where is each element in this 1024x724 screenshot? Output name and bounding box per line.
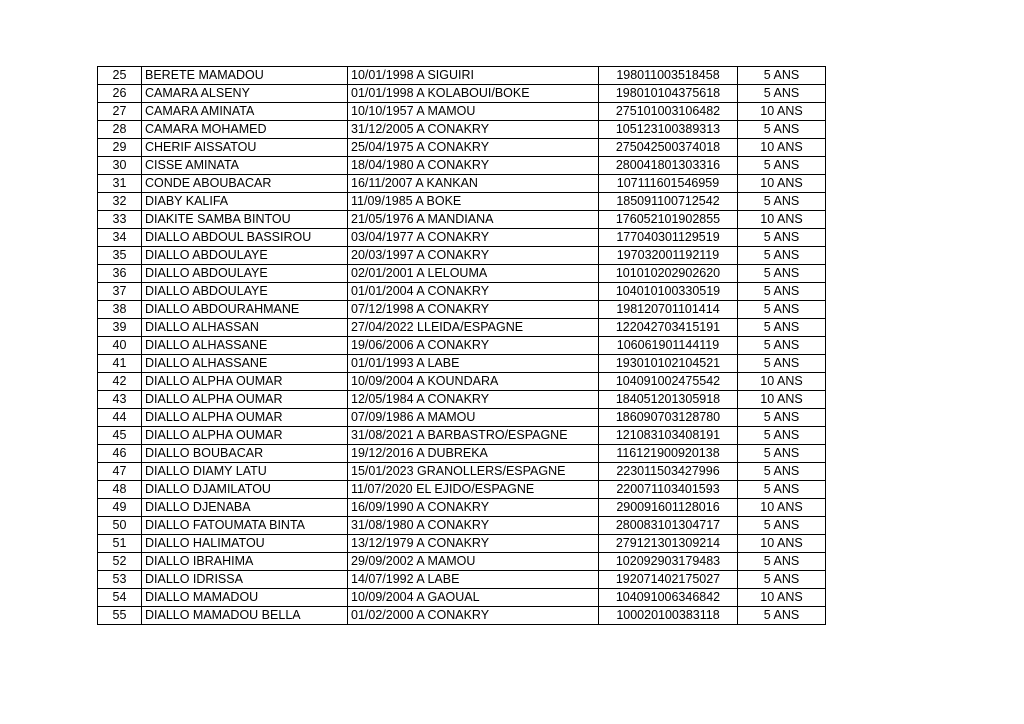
birth-date-place-cell: 20/03/1997 A CONAKRY: [348, 247, 599, 265]
row-number-cell: 49: [98, 499, 142, 517]
duration-cell: 10 ANS: [738, 391, 826, 409]
table-row: [98, 319, 826, 337]
birth-date-place-cell: 27/04/2022 LLEIDA/ESPAGNE: [348, 319, 599, 337]
duration-cell: 5 ANS: [738, 607, 826, 625]
full-name-cell: CAMARA ALSENY: [142, 85, 348, 103]
birth-date-place-cell: 19/06/2006 A CONAKRY: [348, 337, 599, 355]
table-row: [98, 499, 826, 517]
id-number-cell: 185091100712542: [599, 193, 738, 211]
full-name-cell: DIALLO ALPHA OUMAR: [142, 373, 348, 391]
duration-cell: 10 ANS: [738, 211, 826, 229]
row-number-cell: 32: [98, 193, 142, 211]
duration-cell: 10 ANS: [738, 103, 826, 121]
id-number-cell: 197032001192119: [599, 247, 738, 265]
row-number-cell: 34: [98, 229, 142, 247]
id-number-cell: 223011503427996: [599, 463, 738, 481]
row-number-cell: 54: [98, 589, 142, 607]
table-row: [98, 265, 826, 283]
birth-date-place-cell: 01/01/1998 A KOLABOUI/BOKE: [348, 85, 599, 103]
birth-date-place-cell: 10/10/1957 A MAMOU: [348, 103, 599, 121]
full-name-cell: DIALLO HALIMATOU: [142, 535, 348, 553]
id-number-cell: 198010104375618: [599, 85, 738, 103]
id-number-cell: 177040301129519: [599, 229, 738, 247]
birth-date-place-cell: 19/12/2016 A DUBREKA: [348, 445, 599, 463]
id-number-cell: 184051201305918: [599, 391, 738, 409]
duration-cell: 5 ANS: [738, 409, 826, 427]
table-row: [98, 121, 826, 139]
duration-cell: 5 ANS: [738, 517, 826, 535]
table-row: [98, 85, 826, 103]
table-row: [98, 553, 826, 571]
birth-date-place-cell: 31/12/2005 A CONAKRY: [348, 121, 599, 139]
table-row: [98, 373, 826, 391]
records-table: [97, 66, 826, 625]
id-number-cell: 186090703128780: [599, 409, 738, 427]
full-name-cell: DIALLO MAMADOU: [142, 589, 348, 607]
row-number-cell: 31: [98, 175, 142, 193]
id-number-cell: 104010100330519: [599, 283, 738, 301]
full-name-cell: CISSE AMINATA: [142, 157, 348, 175]
full-name-cell: DIALLO ALHASSANE: [142, 337, 348, 355]
id-number-cell: 106061901144119: [599, 337, 738, 355]
duration-cell: 10 ANS: [738, 175, 826, 193]
duration-cell: 5 ANS: [738, 553, 826, 571]
full-name-cell: DIABY KALIFA: [142, 193, 348, 211]
birth-date-place-cell: 18/04/1980 A CONAKRY: [348, 157, 599, 175]
full-name-cell: DIAKITE SAMBA BINTOU: [142, 211, 348, 229]
row-number-cell: 48: [98, 481, 142, 499]
row-number-cell: 29: [98, 139, 142, 157]
row-number-cell: 36: [98, 265, 142, 283]
birth-date-place-cell: 01/01/1993 A LABE: [348, 355, 599, 373]
row-number-cell: 35: [98, 247, 142, 265]
birth-date-place-cell: 10/09/2004 A KOUNDARA: [348, 373, 599, 391]
row-number-cell: 50: [98, 517, 142, 535]
table-row: [98, 409, 826, 427]
full-name-cell: DIALLO ABDOUL BASSIROU: [142, 229, 348, 247]
duration-cell: 5 ANS: [738, 193, 826, 211]
birth-date-place-cell: 21/05/1976 A MANDIANA: [348, 211, 599, 229]
id-number-cell: 100020100383118: [599, 607, 738, 625]
birth-date-place-cell: 16/11/2007 A KANKAN: [348, 175, 599, 193]
full-name-cell: DIALLO DIAMY LATU: [142, 463, 348, 481]
id-number-cell: 102092903179483: [599, 553, 738, 571]
full-name-cell: DIALLO DJAMILATOU: [142, 481, 348, 499]
duration-cell: 5 ANS: [738, 67, 826, 85]
table-row: [98, 193, 826, 211]
duration-cell: 5 ANS: [738, 481, 826, 499]
row-number-cell: 42: [98, 373, 142, 391]
table-row: [98, 517, 826, 535]
full-name-cell: DIALLO IDRISSA: [142, 571, 348, 589]
table-row: [98, 535, 826, 553]
duration-cell: 5 ANS: [738, 283, 826, 301]
table-row: [98, 607, 826, 625]
table-row: [98, 157, 826, 175]
row-number-cell: 53: [98, 571, 142, 589]
table-row: [98, 139, 826, 157]
full-name-cell: BERETE MAMADOU: [142, 67, 348, 85]
table-row: [98, 481, 826, 499]
table-row: [98, 463, 826, 481]
id-number-cell: 121083103408191: [599, 427, 738, 445]
birth-date-place-cell: 07/09/1986 A MAMOU: [348, 409, 599, 427]
id-number-cell: 122042703415191: [599, 319, 738, 337]
table-row: [98, 247, 826, 265]
birth-date-place-cell: 14/07/1992 A LABE: [348, 571, 599, 589]
table-row: [98, 283, 826, 301]
birth-date-place-cell: 25/04/1975 A CONAKRY: [348, 139, 599, 157]
birth-date-place-cell: 31/08/1980 A CONAKRY: [348, 517, 599, 535]
id-number-cell: 107111601546959: [599, 175, 738, 193]
duration-cell: 5 ANS: [738, 247, 826, 265]
full-name-cell: CONDE ABOUBACAR: [142, 175, 348, 193]
full-name-cell: CAMARA AMINATA: [142, 103, 348, 121]
birth-date-place-cell: 12/05/1984 A CONAKRY: [348, 391, 599, 409]
id-number-cell: 280041801303316: [599, 157, 738, 175]
id-number-cell: 275042500374018: [599, 139, 738, 157]
birth-date-place-cell: 11/09/1985 A BOKE: [348, 193, 599, 211]
duration-cell: 10 ANS: [738, 589, 826, 607]
id-number-cell: 104091006346842: [599, 589, 738, 607]
id-number-cell: 290091601128016: [599, 499, 738, 517]
document-sheet: [97, 66, 825, 625]
id-number-cell: 176052101902855: [599, 211, 738, 229]
duration-cell: 5 ANS: [738, 463, 826, 481]
row-number-cell: 27: [98, 103, 142, 121]
id-number-cell: 275101003106482: [599, 103, 738, 121]
id-number-cell: 192071402175027: [599, 571, 738, 589]
full-name-cell: DIALLO DJENABA: [142, 499, 348, 517]
id-number-cell: 279121301309214: [599, 535, 738, 553]
id-number-cell: 193010102104521: [599, 355, 738, 373]
birth-date-place-cell: 03/04/1977 A CONAKRY: [348, 229, 599, 247]
table-row: [98, 301, 826, 319]
full-name-cell: DIALLO FATOUMATA BINTA: [142, 517, 348, 535]
row-number-cell: 47: [98, 463, 142, 481]
row-number-cell: 33: [98, 211, 142, 229]
id-number-cell: 198120701101414: [599, 301, 738, 319]
duration-cell: 5 ANS: [738, 445, 826, 463]
row-number-cell: 38: [98, 301, 142, 319]
birth-date-place-cell: 02/01/2001 A LELOUMA: [348, 265, 599, 283]
table-row: [98, 445, 826, 463]
birth-date-place-cell: 15/01/2023 GRANOLLERS/ESPAGNE: [348, 463, 599, 481]
full-name-cell: DIALLO ALHASSANE: [142, 355, 348, 373]
birth-date-place-cell: 16/09/1990 A CONAKRY: [348, 499, 599, 517]
row-number-cell: 52: [98, 553, 142, 571]
duration-cell: 10 ANS: [738, 139, 826, 157]
row-number-cell: 45: [98, 427, 142, 445]
row-number-cell: 28: [98, 121, 142, 139]
full-name-cell: DIALLO IBRAHIMA: [142, 553, 348, 571]
birth-date-place-cell: 07/12/1998 A CONAKRY: [348, 301, 599, 319]
full-name-cell: DIALLO ALPHA OUMAR: [142, 409, 348, 427]
birth-date-place-cell: 10/09/2004 A GAOUAL: [348, 589, 599, 607]
id-number-cell: 105123100389313: [599, 121, 738, 139]
table-row: [98, 391, 826, 409]
row-number-cell: 40: [98, 337, 142, 355]
row-number-cell: 55: [98, 607, 142, 625]
birth-date-place-cell: 01/01/2004 A CONAKRY: [348, 283, 599, 301]
duration-cell: 5 ANS: [738, 319, 826, 337]
id-number-cell: 116121900920138: [599, 445, 738, 463]
row-number-cell: 26: [98, 85, 142, 103]
row-number-cell: 41: [98, 355, 142, 373]
full-name-cell: DIALLO ABDOULAYE: [142, 247, 348, 265]
full-name-cell: DIALLO ABDOULAYE: [142, 265, 348, 283]
birth-date-place-cell: 01/02/2000 A CONAKRY: [348, 607, 599, 625]
id-number-cell: 101010202902620: [599, 265, 738, 283]
id-number-cell: 220071103401593: [599, 481, 738, 499]
row-number-cell: 39: [98, 319, 142, 337]
row-number-cell: 37: [98, 283, 142, 301]
full-name-cell: CHERIF AISSATOU: [142, 139, 348, 157]
duration-cell: 5 ANS: [738, 229, 826, 247]
row-number-cell: 30: [98, 157, 142, 175]
full-name-cell: DIALLO ALPHA OUMAR: [142, 391, 348, 409]
table-row: [98, 175, 826, 193]
duration-cell: 5 ANS: [738, 157, 826, 175]
id-number-cell: 198011003518458: [599, 67, 738, 85]
birth-date-place-cell: 13/12/1979 A CONAKRY: [348, 535, 599, 553]
duration-cell: 5 ANS: [738, 337, 826, 355]
table-row: [98, 589, 826, 607]
duration-cell: 5 ANS: [738, 427, 826, 445]
full-name-cell: CAMARA MOHAMED: [142, 121, 348, 139]
birth-date-place-cell: 31/08/2021 A BARBASTRO/ESPAGNE: [348, 427, 599, 445]
duration-cell: 10 ANS: [738, 535, 826, 553]
full-name-cell: DIALLO MAMADOU BELLA: [142, 607, 348, 625]
row-number-cell: 43: [98, 391, 142, 409]
birth-date-place-cell: 11/07/2020 EL EJIDO/ESPAGNE: [348, 481, 599, 499]
duration-cell: 5 ANS: [738, 571, 826, 589]
table-row: [98, 337, 826, 355]
duration-cell: 5 ANS: [738, 355, 826, 373]
full-name-cell: DIALLO ALHASSAN: [142, 319, 348, 337]
row-number-cell: 25: [98, 67, 142, 85]
row-number-cell: 46: [98, 445, 142, 463]
full-name-cell: DIALLO BOUBACAR: [142, 445, 348, 463]
table-row: [98, 211, 826, 229]
id-number-cell: 280083101304717: [599, 517, 738, 535]
birth-date-place-cell: 29/09/2002 A MAMOU: [348, 553, 599, 571]
table-row: [98, 427, 826, 445]
table-row: [98, 67, 826, 85]
duration-cell: 5 ANS: [738, 301, 826, 319]
duration-cell: 5 ANS: [738, 265, 826, 283]
full-name-cell: DIALLO ABDOURAHMANE: [142, 301, 348, 319]
duration-cell: 5 ANS: [738, 121, 826, 139]
birth-date-place-cell: 10/01/1998 A SIGUIRI: [348, 67, 599, 85]
table-row: [98, 103, 826, 121]
full-name-cell: DIALLO ABDOULAYE: [142, 283, 348, 301]
records-table-body: [98, 67, 826, 625]
duration-cell: 5 ANS: [738, 85, 826, 103]
table-row: [98, 571, 826, 589]
row-number-cell: 44: [98, 409, 142, 427]
duration-cell: 10 ANS: [738, 373, 826, 391]
id-number-cell: 104091002475542: [599, 373, 738, 391]
full-name-cell: DIALLO ALPHA OUMAR: [142, 427, 348, 445]
table-row: [98, 355, 826, 373]
row-number-cell: 51: [98, 535, 142, 553]
table-row: [98, 229, 826, 247]
duration-cell: 10 ANS: [738, 499, 826, 517]
